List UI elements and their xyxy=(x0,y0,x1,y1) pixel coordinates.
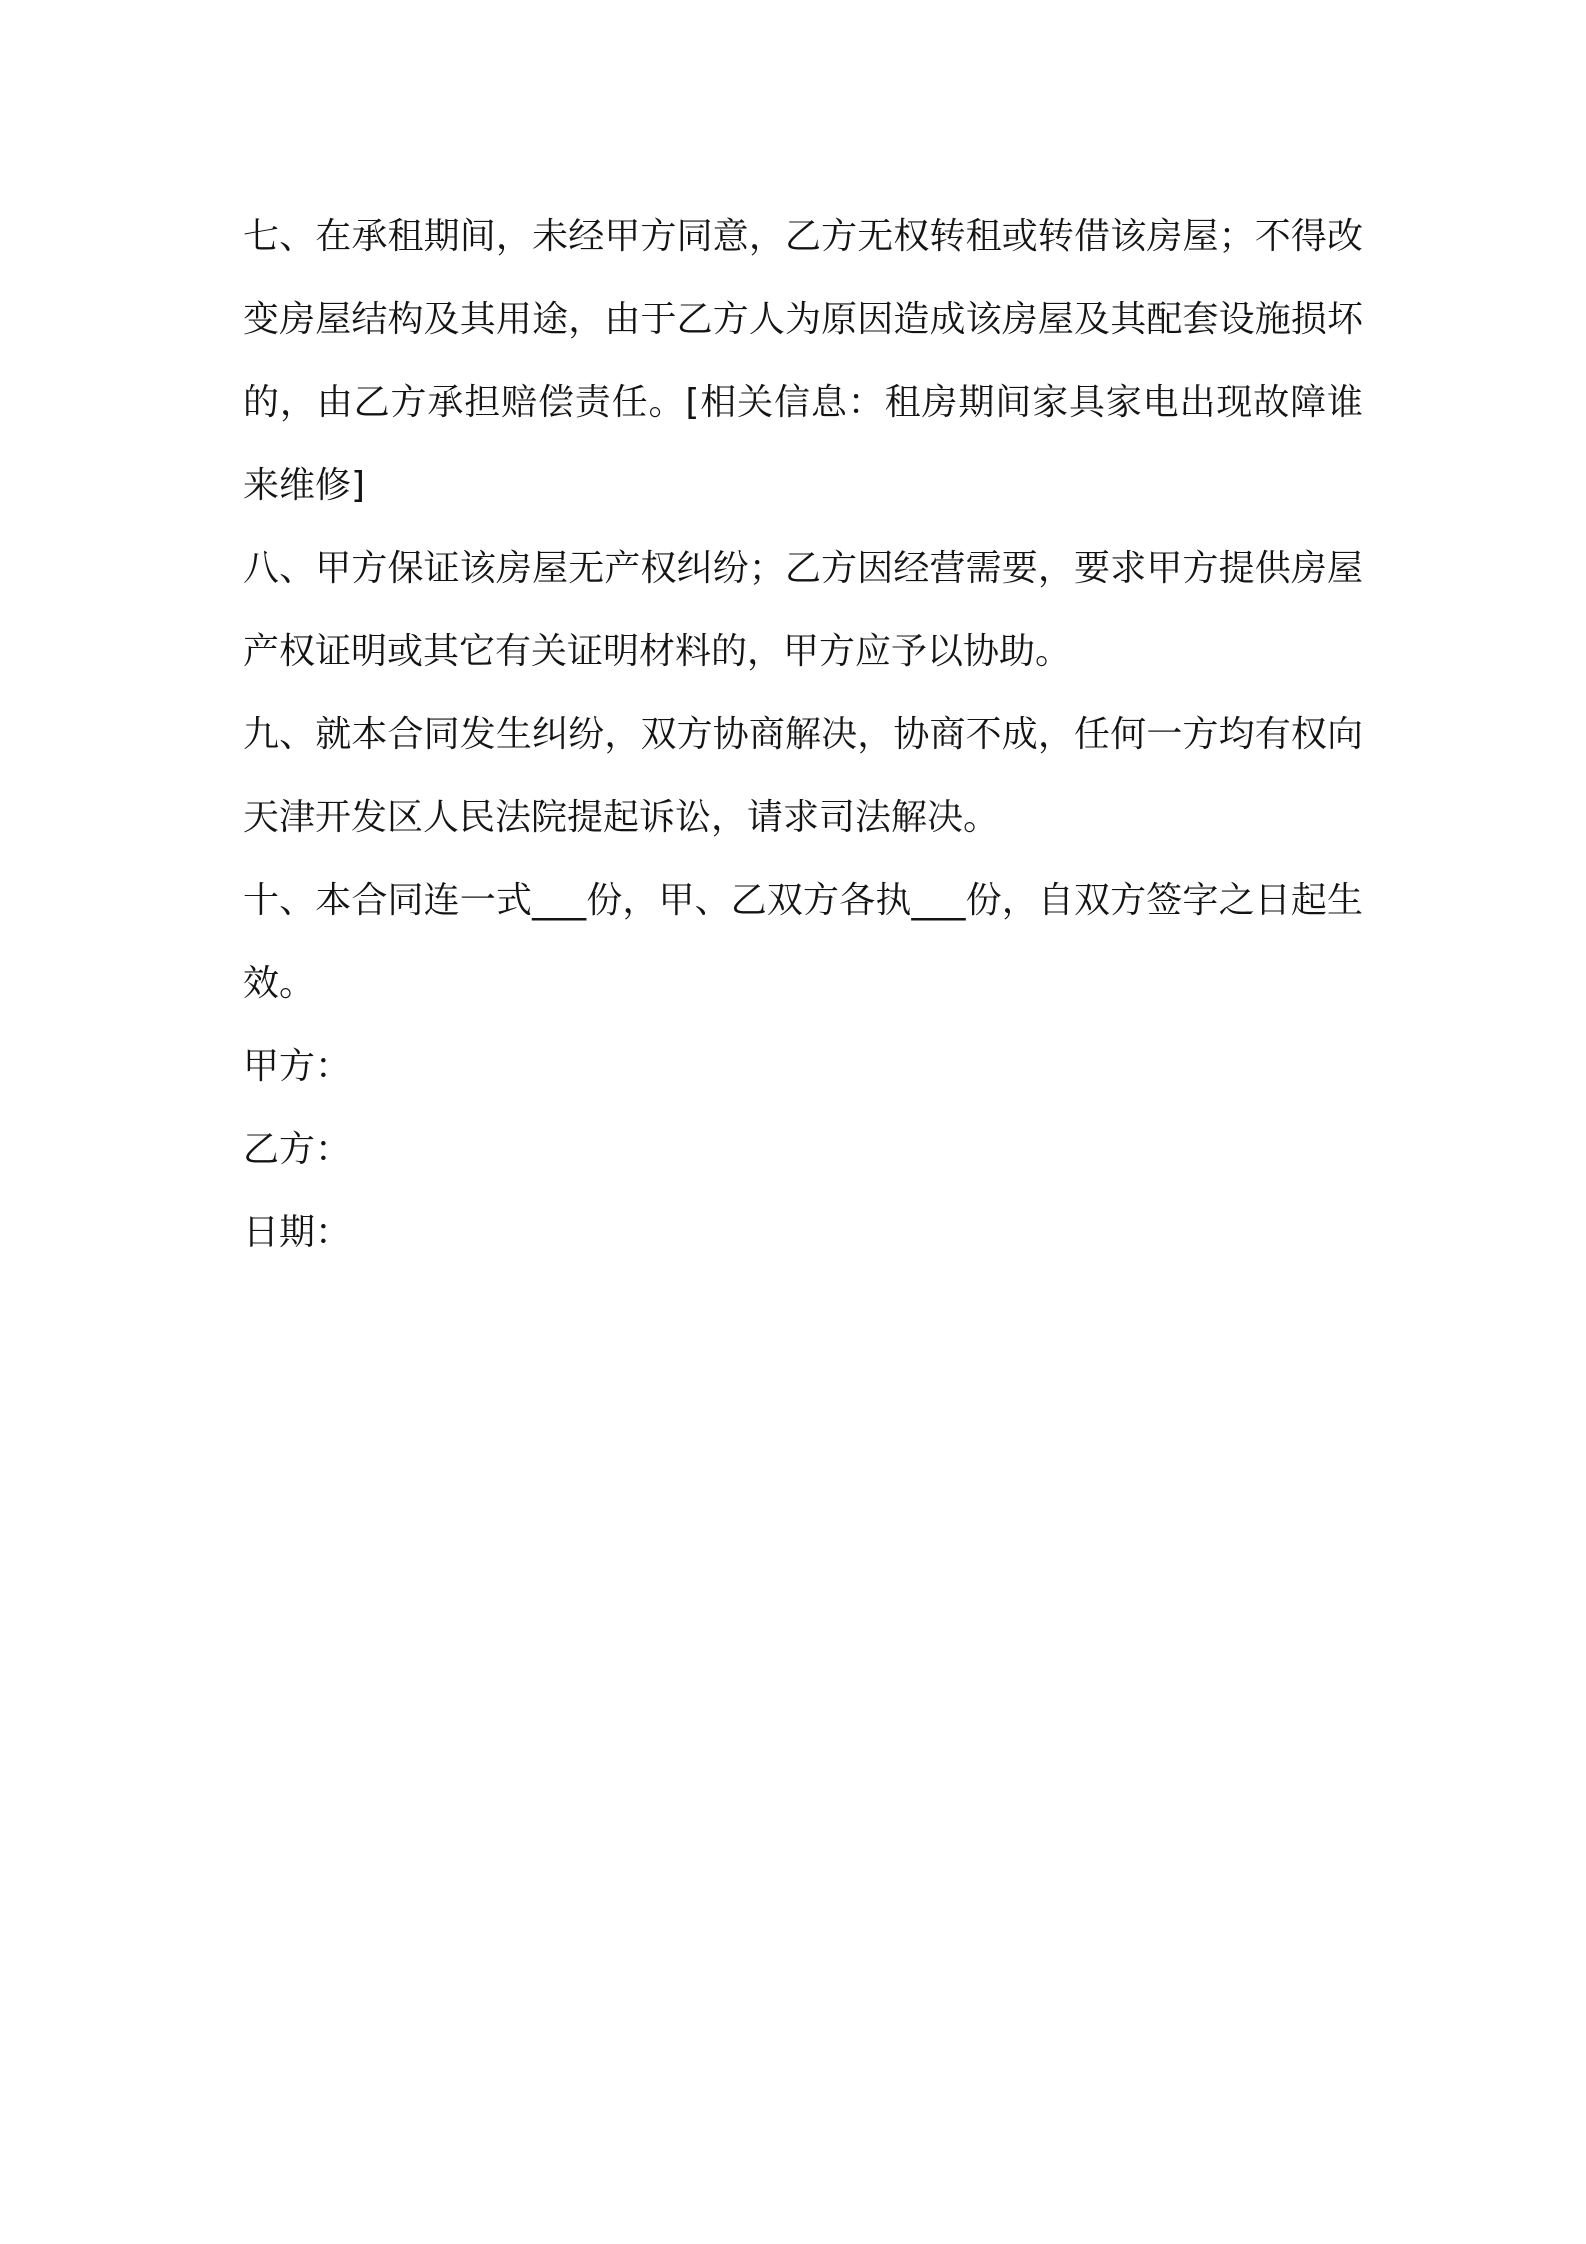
date-line: 日期： xyxy=(243,1212,352,1253)
clause-seven: 七、在承租期间，未经甲方同意，乙方无权转租或转借该房屋；不得改变房屋结构及其用途，由于乙方人为原因造成该房屋及其配套设施损坏的，由乙方承担赔偿责任。[相关信息：租房期间家具家电出现故障谁来维修] xyxy=(243,216,1363,506)
document-body xyxy=(243,195,1363,1274)
party-a-signature-line: 甲方： xyxy=(243,1046,352,1087)
clause-ten: 十、本合同连一式___份，甲、乙双方各执___份，自双方签字之日起生效。 xyxy=(243,880,1363,1004)
clause-nine: 九、就本合同发生纠纷，双方协商解决，协商不成，任何一方均有权向天津开发区人民法院提起诉讼，请求司法解决。 xyxy=(243,714,1363,838)
party-b-signature-line: 乙方： xyxy=(243,1129,352,1170)
clause-eight: 八、甲方保证该房屋无产权纠纷；乙方因经营需要，要求甲方提供房屋产权证明或其它有关证明材料的，甲方应予以协助。 xyxy=(243,548,1363,672)
